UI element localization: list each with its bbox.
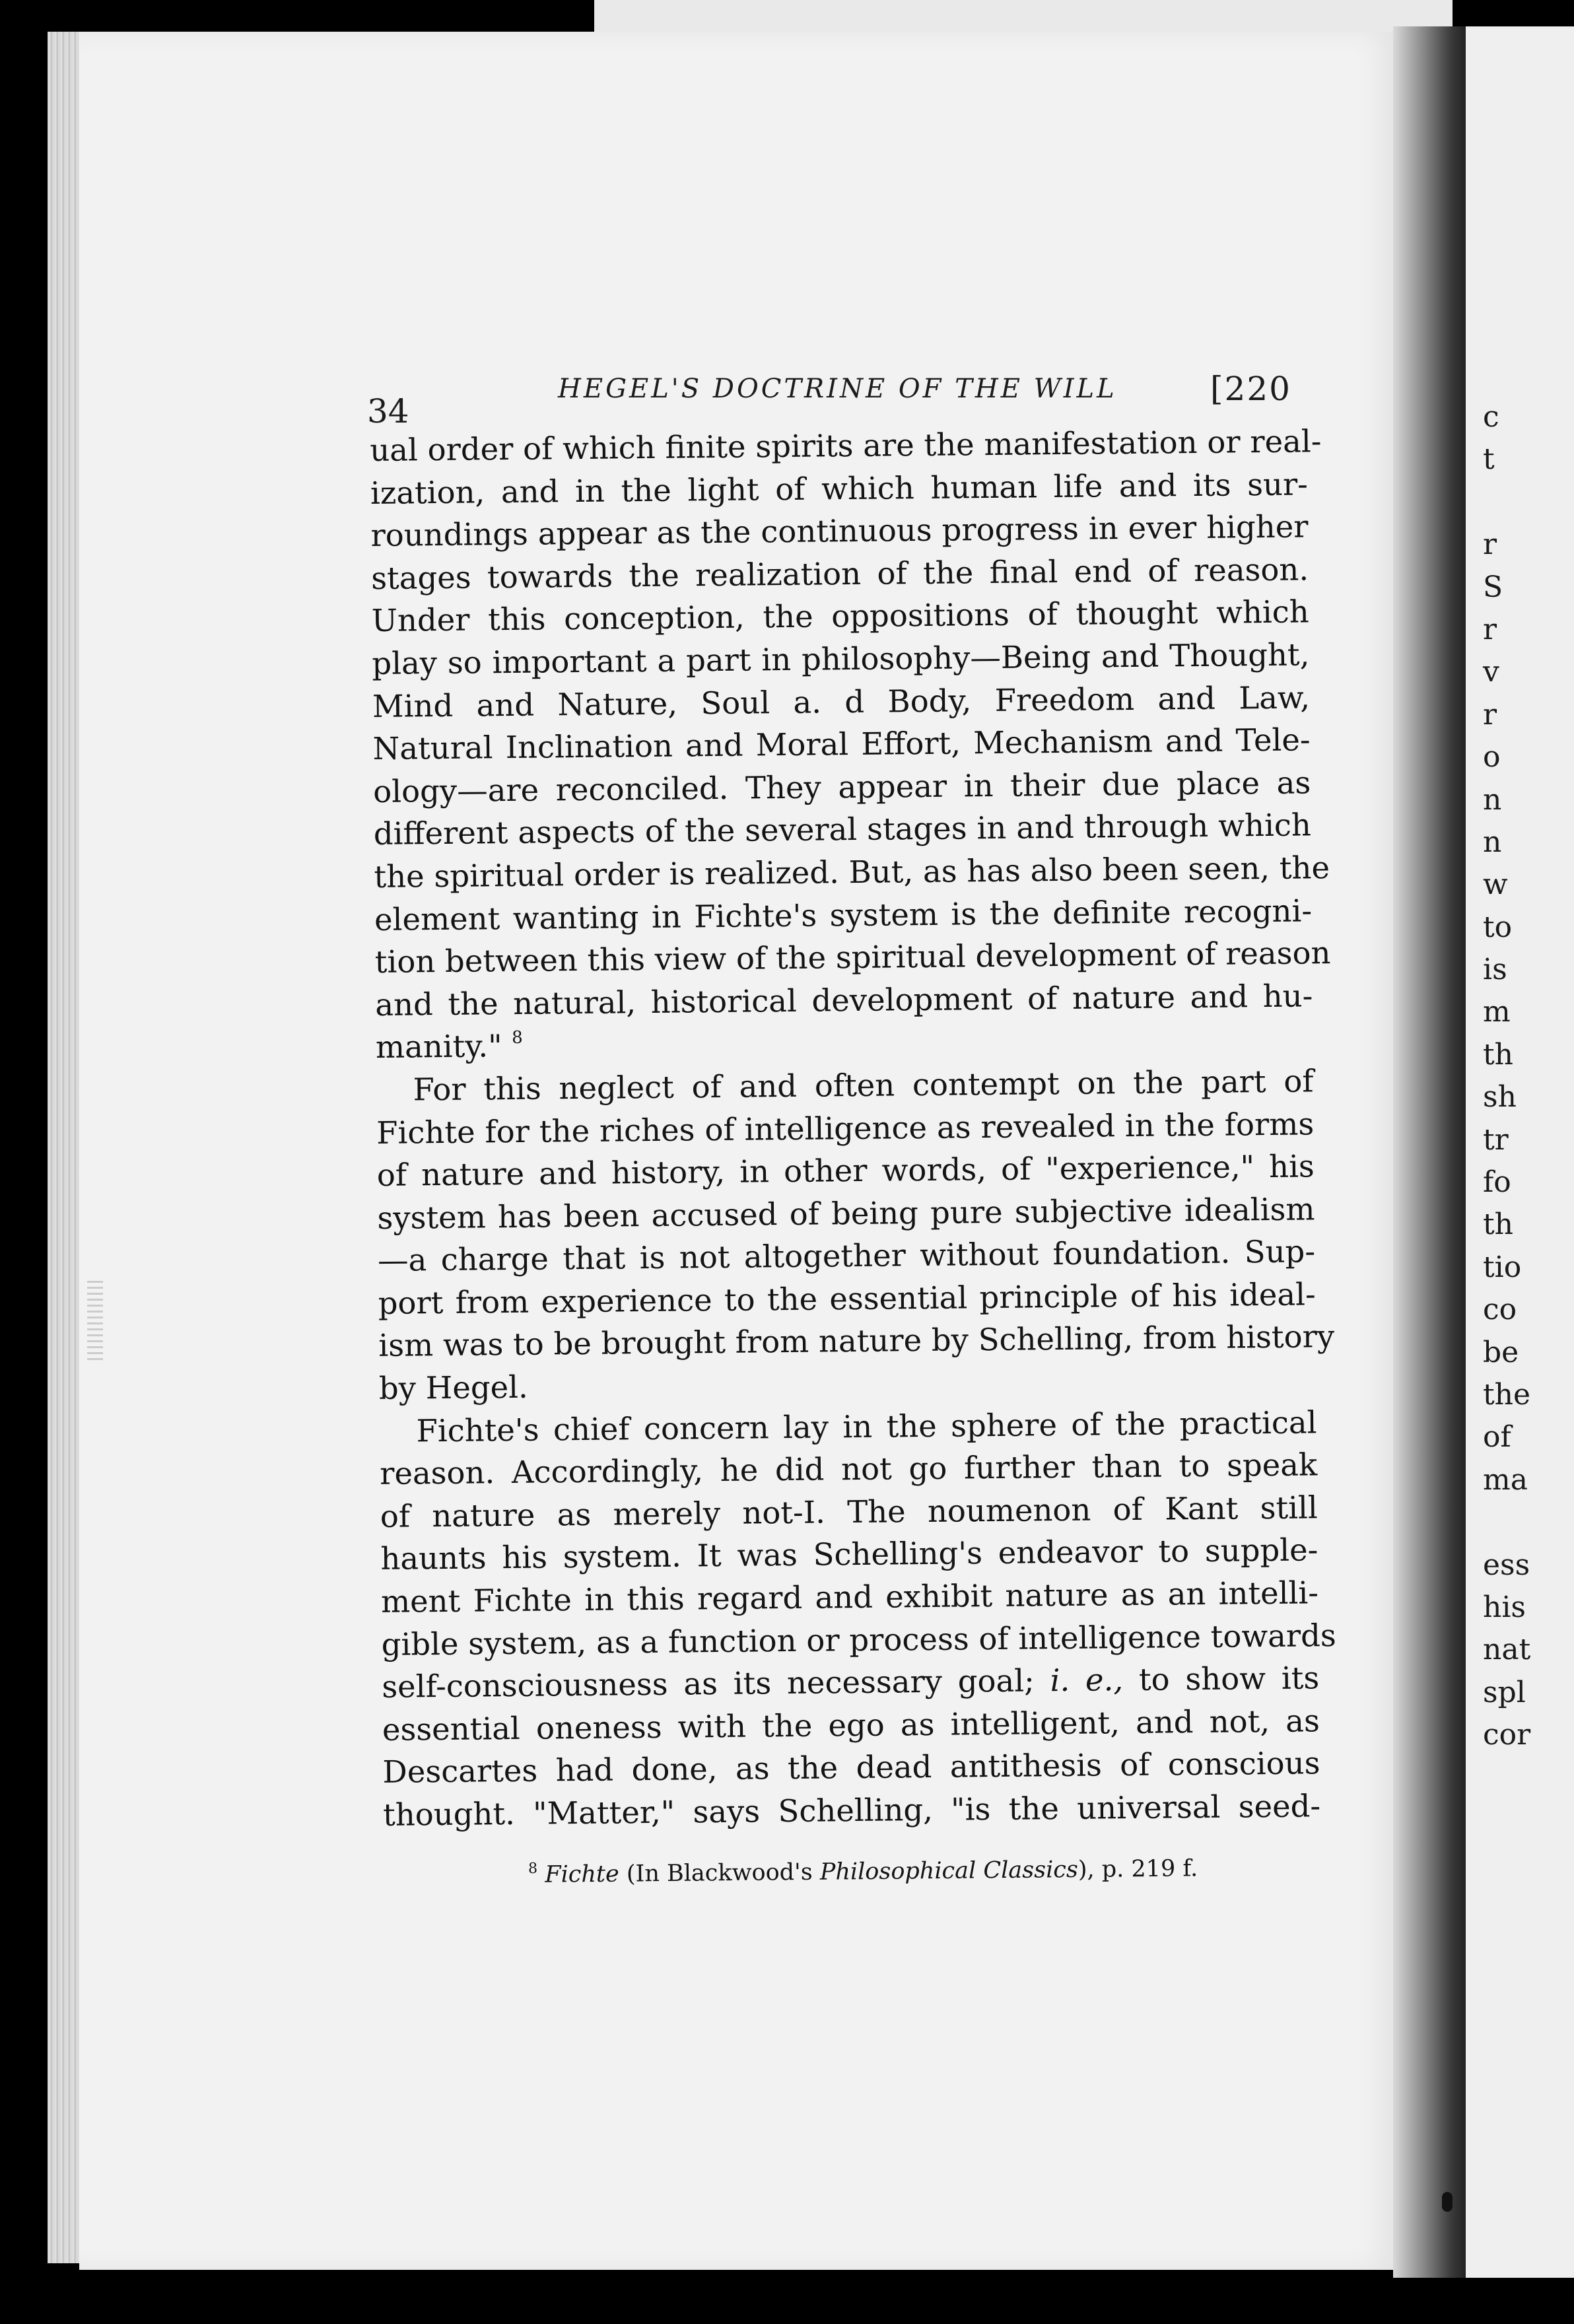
facing-page-fragment: ess (1483, 1548, 1530, 1582)
facing-page-fragment: is (1483, 953, 1507, 987)
text-line: Descartes had done, as the dead antithesis of conscious (382, 1745, 1320, 1791)
facing-page-fragment: spl (1483, 1675, 1526, 1709)
facing-page-fragment: fo (1483, 1165, 1511, 1200)
facing-page-fragment: the (1483, 1377, 1531, 1412)
text-line: Fichte for the riches of intelligence as revealed in the forms (376, 1105, 1315, 1151)
scan-top-edge (594, 0, 1453, 32)
footnote-series: Philosophical Classics (819, 1857, 1079, 1886)
text-line: stages towards the realization of the final end of reason. (370, 551, 1309, 596)
text-line: by Hegel. (378, 1369, 529, 1406)
text-fragment: to show its (1138, 1660, 1320, 1698)
facing-page-fragment: to (1483, 910, 1513, 944)
text-line: play so important a part in philosophy—Being and Thought, (372, 636, 1310, 681)
facing-page-fragment: n (1483, 782, 1502, 817)
facing-page-fragment: tio (1483, 1250, 1522, 1284)
book-gutter (1393, 26, 1466, 2278)
text-line: Under this conception, the oppositions of thought which (371, 594, 1309, 639)
facing-page-fragment: his (1483, 1590, 1526, 1624)
facing-page-fragment: tr (1483, 1122, 1509, 1157)
text-line: different aspects of the several stages in and through which (373, 807, 1312, 852)
text-line: of nature and history, in other words, of "experience," his (376, 1148, 1315, 1194)
text-line: haunts his system. It was Schelling's endeavor to supple- (380, 1532, 1318, 1577)
text-line: ism was to be brought from nature by Schelling, from history (378, 1318, 1335, 1364)
facing-page-fragment (1483, 481, 1574, 524)
facing-page-fragment: th (1483, 1208, 1514, 1242)
text-line: port from experience to the essential principle of his ideal- (378, 1276, 1316, 1321)
footnote-end: ), p. 219 f. (1078, 1855, 1198, 1884)
text-line: roundings appear as the continuous progress in ever higher (370, 508, 1309, 554)
footnote-marker: 8 (528, 1860, 538, 1877)
text-line: reason. Accordingly, he did not go further than to speak (379, 1447, 1318, 1492)
facing-page-fragment: th (1483, 1037, 1514, 1072)
facing-page-fragment: be (1483, 1335, 1519, 1369)
scan-speck (1442, 2192, 1453, 2212)
page-number: 34 (367, 392, 409, 430)
footnote-title: Fichte (545, 1861, 619, 1888)
facing-page-fragment: v (1483, 655, 1499, 689)
facing-page-fragment: of (1483, 1420, 1511, 1454)
original-page-number: [220 (1210, 370, 1291, 408)
facing-page-fragment: cor (1483, 1718, 1531, 1752)
body-text (370, 420, 1336, 1836)
text-fragment: self-consciousness as its necessary goal; (382, 1662, 1035, 1705)
facing-page-fragment: m (1483, 995, 1511, 1029)
text-line: ology—are reconciled. They appear in their due place as (373, 765, 1311, 809)
facing-page-fragment: r (1483, 612, 1497, 646)
facing-page-fragment: S (1483, 570, 1503, 604)
facing-page-fragment: w (1483, 868, 1508, 902)
running-title: HEGEL'S DOCTRINE OF THE WILL (558, 374, 1117, 404)
facing-page-fragment: ma (1483, 1462, 1528, 1497)
text-line: ization, and in the light of which human life and its sur- (370, 465, 1309, 511)
facing-page-fragment (1483, 1501, 1574, 1544)
binding-marks (87, 1281, 103, 1360)
text-line: ment Fichte in this regard and exhibit nature as an intelli- (380, 1575, 1319, 1620)
text-line: the spiritual order is realized. But, as has also been seen, the (374, 850, 1330, 895)
facing-page-fragment: nat (1483, 1633, 1531, 1667)
facing-page-fragment: r (1483, 528, 1497, 562)
text-line: of nature as merely not-I. The noumenon of Kant still (380, 1489, 1318, 1534)
facing-page-fragment: t (1483, 442, 1495, 477)
facing-page-fragment: co (1483, 1293, 1517, 1327)
text-line: Fichte's chief concern lay in the sphere of the practical (416, 1404, 1317, 1449)
text-fragment: manity." (375, 1028, 502, 1066)
facing-page (1466, 26, 1574, 2278)
facing-page-fragment: c (1483, 400, 1499, 434)
facing-page-fragment: r (1483, 697, 1497, 732)
footnote-middle: (In Blackwood's (626, 1859, 813, 1888)
text-line: Mind and Nature, Soul a. d Body, Freedom and Law, (372, 679, 1311, 724)
text-line: ual order of which finite spirits are the manifestation or real- (370, 423, 1322, 468)
text-line: Natural Inclination and Moral Effort, Mechanism and Tele- (372, 722, 1311, 767)
text-line: essential oneness with the ego as intelligent, and not, as (382, 1703, 1320, 1748)
italic-ie: i. e., (1050, 1662, 1124, 1699)
text-line: tion between this view of the spiritual development of reason (374, 935, 1331, 980)
facing-page-fragments (1483, 396, 1574, 1757)
facing-page-fragment: n (1483, 825, 1502, 859)
facing-page-fragment: sh (1483, 1080, 1517, 1114)
text-line: and the natural, historical development of nature and hu- (375, 978, 1313, 1023)
text-line: thought. "Matter," says Schelling, "is the universal seed- (382, 1788, 1321, 1833)
text-line: system has been accused of being pure subjective idealism (377, 1191, 1315, 1236)
facing-page-fragment: o (1483, 740, 1501, 774)
text-line: —a charge that is not altogether without foundation. Sup- (377, 1233, 1316, 1279)
text-line: element wanting in Fichte's system is the definite recogni- (374, 892, 1313, 938)
footnote-reference: 8 (512, 1028, 523, 1048)
text-line: gible system, as a function or process of intelligence towards (381, 1617, 1336, 1662)
text-line: For this neglect of and often contempt on the part of (413, 1063, 1314, 1108)
